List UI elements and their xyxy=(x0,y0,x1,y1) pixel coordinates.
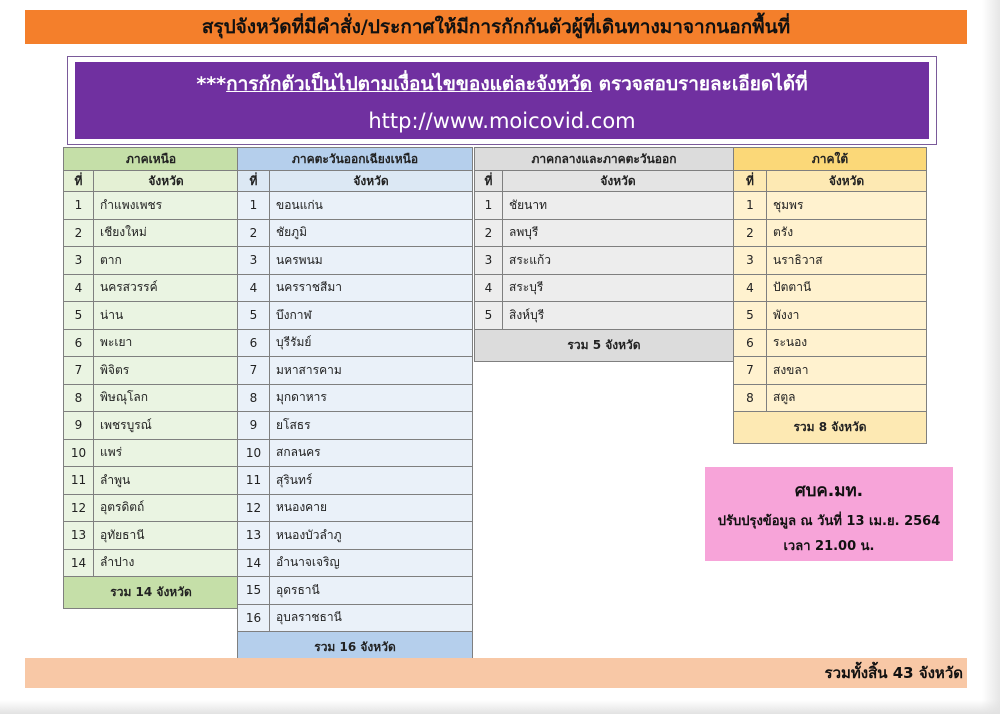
table-row xyxy=(64,302,239,330)
table-row xyxy=(475,192,734,220)
table-row xyxy=(238,357,473,385)
update-info-box xyxy=(705,467,953,561)
province-name: ปัตตานี xyxy=(767,274,927,302)
row-number: 1 xyxy=(475,192,503,220)
table-row xyxy=(734,274,927,302)
north-region-table xyxy=(63,147,239,609)
info-org: ศบค.มท. xyxy=(794,481,864,501)
table-row xyxy=(238,439,473,467)
region-total-north: รวม 14 จังหวัด xyxy=(64,577,239,609)
table-row xyxy=(238,577,473,605)
table-row xyxy=(238,467,473,495)
row-number: 4 xyxy=(64,274,94,302)
province-name: ขอนแก่น xyxy=(270,192,473,220)
row-number: 8 xyxy=(64,384,94,412)
row-number: 11 xyxy=(238,467,270,495)
province-name: นครสวรรค์ xyxy=(94,274,239,302)
column-header-province: จังหวัด xyxy=(503,171,734,192)
row-number: 14 xyxy=(238,549,270,577)
row-number: 1 xyxy=(734,192,767,220)
province-name: ลำปาง xyxy=(94,549,239,577)
province-name: พิจิตร xyxy=(94,357,239,385)
table-row xyxy=(475,274,734,302)
column-header-no: ที่ xyxy=(64,171,94,192)
table-row xyxy=(238,329,473,357)
province-name: เชียงใหม่ xyxy=(94,219,239,247)
south-region-table xyxy=(733,147,927,444)
row-number: 12 xyxy=(238,494,270,522)
table-row xyxy=(734,357,927,385)
grand-total-bar xyxy=(25,658,967,688)
table-row xyxy=(238,604,473,632)
province-name: นครราชสีมา xyxy=(270,274,473,302)
province-name: พังงา xyxy=(767,302,927,330)
column-header-no: ที่ xyxy=(475,171,503,192)
row-number: 8 xyxy=(734,384,767,412)
province-name: ลำพูน xyxy=(94,467,239,495)
region-header-south: ภาคใต้ xyxy=(734,148,927,171)
table-row xyxy=(734,302,927,330)
province-name: อำนาจเจริญ xyxy=(270,549,473,577)
province-name: สระบุรี xyxy=(503,274,734,302)
row-number: 2 xyxy=(64,219,94,247)
row-number: 8 xyxy=(238,384,270,412)
table-row xyxy=(238,412,473,440)
province-name: ชัยภูมิ xyxy=(270,219,473,247)
table-row xyxy=(64,412,239,440)
table-row xyxy=(64,357,239,385)
table-row xyxy=(238,192,473,220)
notice-text xyxy=(196,69,807,99)
south-rows xyxy=(734,192,927,412)
province-name: หนองบัวลำภู xyxy=(270,522,473,550)
table-row xyxy=(475,302,734,330)
row-number: 6 xyxy=(734,329,767,357)
table-row xyxy=(238,384,473,412)
region-header-north: ภาคเหนือ xyxy=(64,148,239,171)
page-edge-shadow xyxy=(982,0,1000,714)
province-name: น่าน xyxy=(94,302,239,330)
province-name: หนองคาย xyxy=(270,494,473,522)
notice-frame xyxy=(67,56,937,145)
row-number: 2 xyxy=(238,219,270,247)
central-east-region-table xyxy=(474,147,734,362)
row-number: 4 xyxy=(238,274,270,302)
central-east-rows xyxy=(475,192,734,330)
row-number: 1 xyxy=(238,192,270,220)
row-number: 3 xyxy=(734,247,767,275)
row-number: 7 xyxy=(64,357,94,385)
province-name: อุทัยธานี xyxy=(94,522,239,550)
province-name: สกลนคร xyxy=(270,439,473,467)
column-header-province: จังหวัด xyxy=(270,171,473,192)
row-number: 14 xyxy=(64,549,94,577)
province-name: สงขลา xyxy=(767,357,927,385)
row-number: 6 xyxy=(238,329,270,357)
northeast-region-table xyxy=(237,147,473,664)
province-name: นราธิวาส xyxy=(767,247,927,275)
table-row xyxy=(238,549,473,577)
province-name: พะเยา xyxy=(94,329,239,357)
province-name: บุรีรัมย์ xyxy=(270,329,473,357)
table-row xyxy=(734,384,927,412)
province-name: บึงกาฬ xyxy=(270,302,473,330)
table-row xyxy=(238,247,473,275)
province-name: สิงห์บุรี xyxy=(503,302,734,330)
region-header-northeast: ภาคตะวันออกเฉียงเหนือ xyxy=(238,148,473,171)
row-number: 11 xyxy=(64,467,94,495)
row-number: 9 xyxy=(64,412,94,440)
row-number: 13 xyxy=(238,522,270,550)
province-name: ลพบุรี xyxy=(503,219,734,247)
row-number: 3 xyxy=(64,247,94,275)
province-name: สตูล xyxy=(767,384,927,412)
province-name: ระนอง xyxy=(767,329,927,357)
row-number: 12 xyxy=(64,494,94,522)
table-row xyxy=(734,219,927,247)
grand-total-text: รวมทั้งสิ้น 43 จังหวัด xyxy=(824,664,963,682)
table-row xyxy=(64,384,239,412)
table-row xyxy=(64,522,239,550)
row-number: 5 xyxy=(64,302,94,330)
row-number: 5 xyxy=(475,302,503,330)
row-number: 3 xyxy=(238,247,270,275)
province-name: นครพนม xyxy=(270,247,473,275)
province-name: อุตรดิตถ์ xyxy=(94,494,239,522)
province-name: พิษณุโลก xyxy=(94,384,239,412)
column-header-province: จังหวัด xyxy=(94,171,239,192)
row-number: 10 xyxy=(64,439,94,467)
province-name: ชุมพร xyxy=(767,192,927,220)
notice-prefix: *** xyxy=(196,72,227,95)
table-row xyxy=(64,549,239,577)
row-number: 16 xyxy=(238,604,270,632)
table-row xyxy=(64,467,239,495)
row-number: 1 xyxy=(64,192,94,220)
region-total-central-east: รวม 5 จังหวัด xyxy=(475,329,734,361)
table-row xyxy=(64,439,239,467)
row-number: 7 xyxy=(238,357,270,385)
row-number: 10 xyxy=(238,439,270,467)
row-number: 15 xyxy=(238,577,270,605)
row-number: 4 xyxy=(734,274,767,302)
row-number: 6 xyxy=(64,329,94,357)
table-row xyxy=(64,329,239,357)
province-name: ตรัง xyxy=(767,219,927,247)
table-row xyxy=(64,494,239,522)
page-bottom-shadow xyxy=(0,700,1000,714)
table-row xyxy=(64,274,239,302)
province-name: ชัยนาท xyxy=(503,192,734,220)
table-row xyxy=(238,302,473,330)
notice-url: http://www.moicovid.com xyxy=(368,108,636,133)
notice-banner xyxy=(75,62,929,139)
column-header-no: ที่ xyxy=(238,171,270,192)
province-name: อุบลราชธานี xyxy=(270,604,473,632)
north-rows xyxy=(64,192,239,577)
page-title xyxy=(25,10,967,44)
table-row xyxy=(64,247,239,275)
province-name: สุรินทร์ xyxy=(270,467,473,495)
notice-rest: ตรวจสอบรายละเอียดได้ที่ xyxy=(591,72,808,95)
table-row xyxy=(734,247,927,275)
table-row xyxy=(475,247,734,275)
row-number: 13 xyxy=(64,522,94,550)
table-row xyxy=(475,219,734,247)
province-name: กำแพงเพชร xyxy=(94,192,239,220)
column-header-province: จังหวัด xyxy=(767,171,927,192)
province-name: ตาก xyxy=(94,247,239,275)
province-name: สระแก้ว xyxy=(503,247,734,275)
table-row xyxy=(238,522,473,550)
page-title-text: สรุปจังหวัดที่มีคำสั่ง/ประกาศให้มีการกักกันตัวผู้ที่เดินทางมาจากนอกพื้นที่ xyxy=(201,16,791,38)
row-number: 7 xyxy=(734,357,767,385)
table-row xyxy=(238,274,473,302)
table-row xyxy=(238,219,473,247)
row-number: 5 xyxy=(734,302,767,330)
row-number: 2 xyxy=(475,219,503,247)
province-name: ยโสธร xyxy=(270,412,473,440)
table-row xyxy=(238,494,473,522)
region-total-south: รวม 8 จังหวัด xyxy=(734,412,927,444)
row-number: 9 xyxy=(238,412,270,440)
table-row xyxy=(64,192,239,220)
province-name: เพชรบูรณ์ xyxy=(94,412,239,440)
province-name: มุกดาหาร xyxy=(270,384,473,412)
province-name: แพร่ xyxy=(94,439,239,467)
info-time: เวลา 21.00 น. xyxy=(783,539,875,554)
province-name: มหาสารคาม xyxy=(270,357,473,385)
row-number: 5 xyxy=(238,302,270,330)
row-number: 4 xyxy=(475,274,503,302)
region-header-central-east: ภาคกลางและภาคตะวันออก xyxy=(475,148,734,171)
notice-condition: การกักตัวเป็นไปตามเงื่อนไขของแต่ละจังหวัด xyxy=(226,72,592,95)
table-row xyxy=(734,192,927,220)
column-header-no: ที่ xyxy=(734,171,767,192)
row-number: 3 xyxy=(475,247,503,275)
info-updated: ปรับปรุงข้อมูล ณ วันที่ 13 เม.ย. 2564 xyxy=(717,514,941,529)
table-row xyxy=(64,219,239,247)
row-number: 2 xyxy=(734,219,767,247)
region-total-northeast: รวม 16 จังหวัด xyxy=(238,632,473,664)
table-row xyxy=(734,329,927,357)
northeast-rows xyxy=(238,192,473,632)
province-name: อุดรธานี xyxy=(270,577,473,605)
